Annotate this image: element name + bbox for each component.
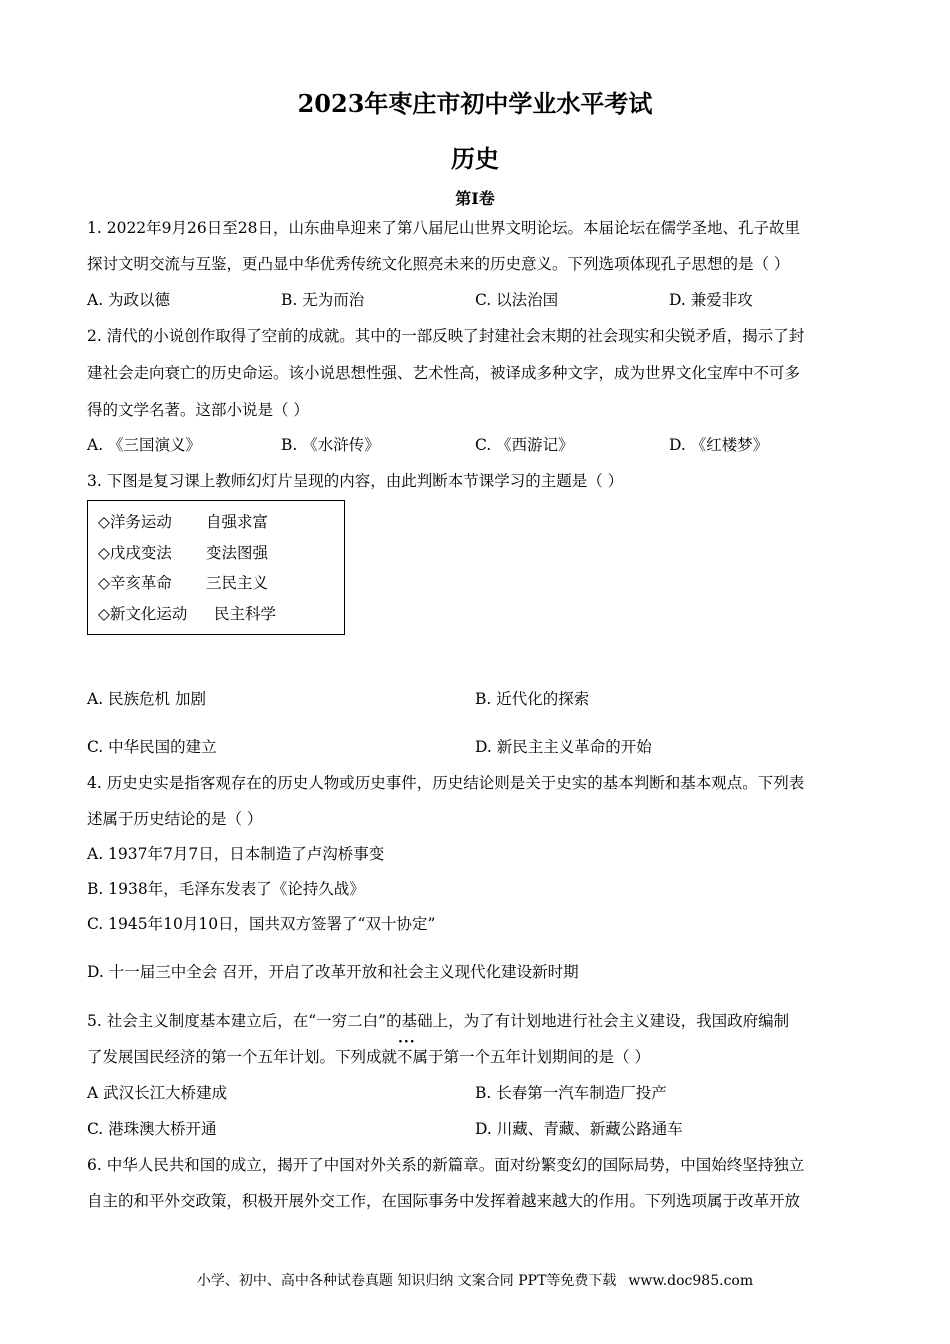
box-row-theme: 自强求富: [206, 513, 269, 531]
box-row: [98, 541, 268, 563]
box-row-theme: 三民主义: [206, 574, 269, 592]
q4-option-d: D. 十一届三中全会 召开，开启了改革开放和社会主义现代化建设新时期: [87, 963, 579, 981]
q5-option-b: B. 长春第一汽车制造厂投产: [475, 1084, 667, 1102]
q5-stem-line2: [87, 1045, 650, 1067]
footer-text: 小学、初中、高中各种试卷真题 知识归纳 文案合同 PPT等免费下载: [196, 1273, 617, 1289]
box-row: [98, 510, 268, 532]
box-row-topic: ◇洋务运动: [98, 513, 172, 531]
box-row-theme: 民主科学: [214, 605, 277, 623]
q2-option-d: D. 《红楼梦》: [669, 436, 769, 454]
q5-option-a: A 武汉长江大桥建成: [87, 1084, 228, 1102]
q5-stem-line1: 5. 社会主义制度基本建立后，在“一穷二白”的基础上，为了有计划地进行社会主义建设，我国政府编制: [87, 1012, 790, 1030]
q3-option-a: A. 民族危机 加剧: [87, 690, 206, 708]
slide-content-box: [87, 500, 345, 635]
q5-stem-text-end: 第一个五年计划期间的是（ ）: [443, 1048, 650, 1066]
q2-option-c: C. 《西游记》: [475, 436, 574, 454]
q5-option-c: C. 港珠澳大桥开通: [87, 1120, 217, 1138]
q5-stem-text: 了发展国民经济的第一个五年计划。下列成就: [87, 1048, 398, 1066]
box-row-topic: ◇辛亥革命: [98, 574, 172, 592]
page-footer: [0, 1270, 950, 1290]
q5-option-d: D. 川藏、青藏、新藏公路通车: [475, 1120, 683, 1138]
q2-stem-line3: 得的文学名著。这部小说是（ ）: [87, 401, 309, 419]
box-row-topic: ◇戊戌变法: [98, 544, 172, 562]
part-heading: 第I卷: [455, 189, 495, 208]
q3-option-c: C. 中华民国的建立: [87, 738, 217, 756]
q4-option-a: A. 1937年7月7日，日本制造了卢沟桥事变: [87, 845, 385, 863]
q4-option-c: C. 1945年10月10日，国共双方签署了“双十协定”: [87, 915, 436, 933]
subject-title: 历史: [451, 144, 499, 173]
q3-stem-line1: 3. 下图是复习课上教师幻灯片呈现的内容，由此判断本节课学习的主题是（ ）: [87, 472, 624, 490]
q6-stem-line1: 6. 中华人民共和国的成立，揭开了中国对外关系的新篇章。面对纷繁变幻的国际局势，中国始终坚持独立: [87, 1156, 805, 1174]
q1-stem-line2: 探讨文明交流与互鉴，更凸显中华优秀传统文化照亮未来的历史意义。下列选项体现孔子思想的是（ ）: [87, 255, 790, 273]
q1-option-a: A. 为政以德: [87, 291, 171, 309]
box-row: [98, 571, 268, 593]
q4-stem-line2: 述属于历史结论的是（ ）: [87, 810, 263, 828]
q5-emphasis-not: ··· 不属于: [397, 1048, 444, 1066]
q1-option-b: B. 无为而治: [281, 291, 365, 309]
q2-option-a: A. 《三国演义》: [87, 436, 202, 454]
q2-stem-line1: 2. 清代的小说创作取得了空前的成就。其中的一部反映了封建社会末期的社会现实和尖锐矛盾，揭示了封: [87, 327, 805, 345]
q1-option-c: C. 以法治国: [475, 291, 559, 309]
footer-site-link[interactable]: www.doc985.com: [628, 1273, 754, 1289]
q3-option-d: D. 新民主主义革命的开始: [475, 738, 652, 756]
q4-option-b: B. 1938年，毛泽东发表了《论持久战》: [87, 880, 365, 898]
box-row: [98, 602, 276, 624]
q6-stem-line2: 自主的和平外交政策，积极开展外交工作，在国际事务中发挥着越来越大的作用。下列选项属于改革开放: [87, 1192, 801, 1210]
box-row-topic: ◇新文化运动: [98, 605, 188, 623]
q2-option-b: B. 《水浒传》: [281, 436, 380, 454]
q2-stem-line2: 建社会走向衰亡的历史命运。该小说思想性强、艺术性高，被译成多种文字，成为世界文化宝库中不可多: [87, 364, 801, 382]
q4-stem-line1: 4. 历史史实是指客观存在的历史人物或历史事件，历史结论则是关于史实的基本判断和基本观点。下列表: [87, 774, 805, 792]
exam-title: 2023年枣庄市初中学业水平考试: [297, 89, 653, 118]
q1-stem-line1: 1. 2022年9月26日至28日，山东曲阜迎来了第八届尼山世界文明论坛。本届论坛在儒学圣地、孔子故里: [87, 219, 800, 237]
q1-option-d: D. 兼爱非攻: [669, 291, 753, 309]
box-row-theme: 变法图强: [206, 544, 269, 562]
q3-option-b: B. 近代化的探索: [475, 690, 590, 708]
